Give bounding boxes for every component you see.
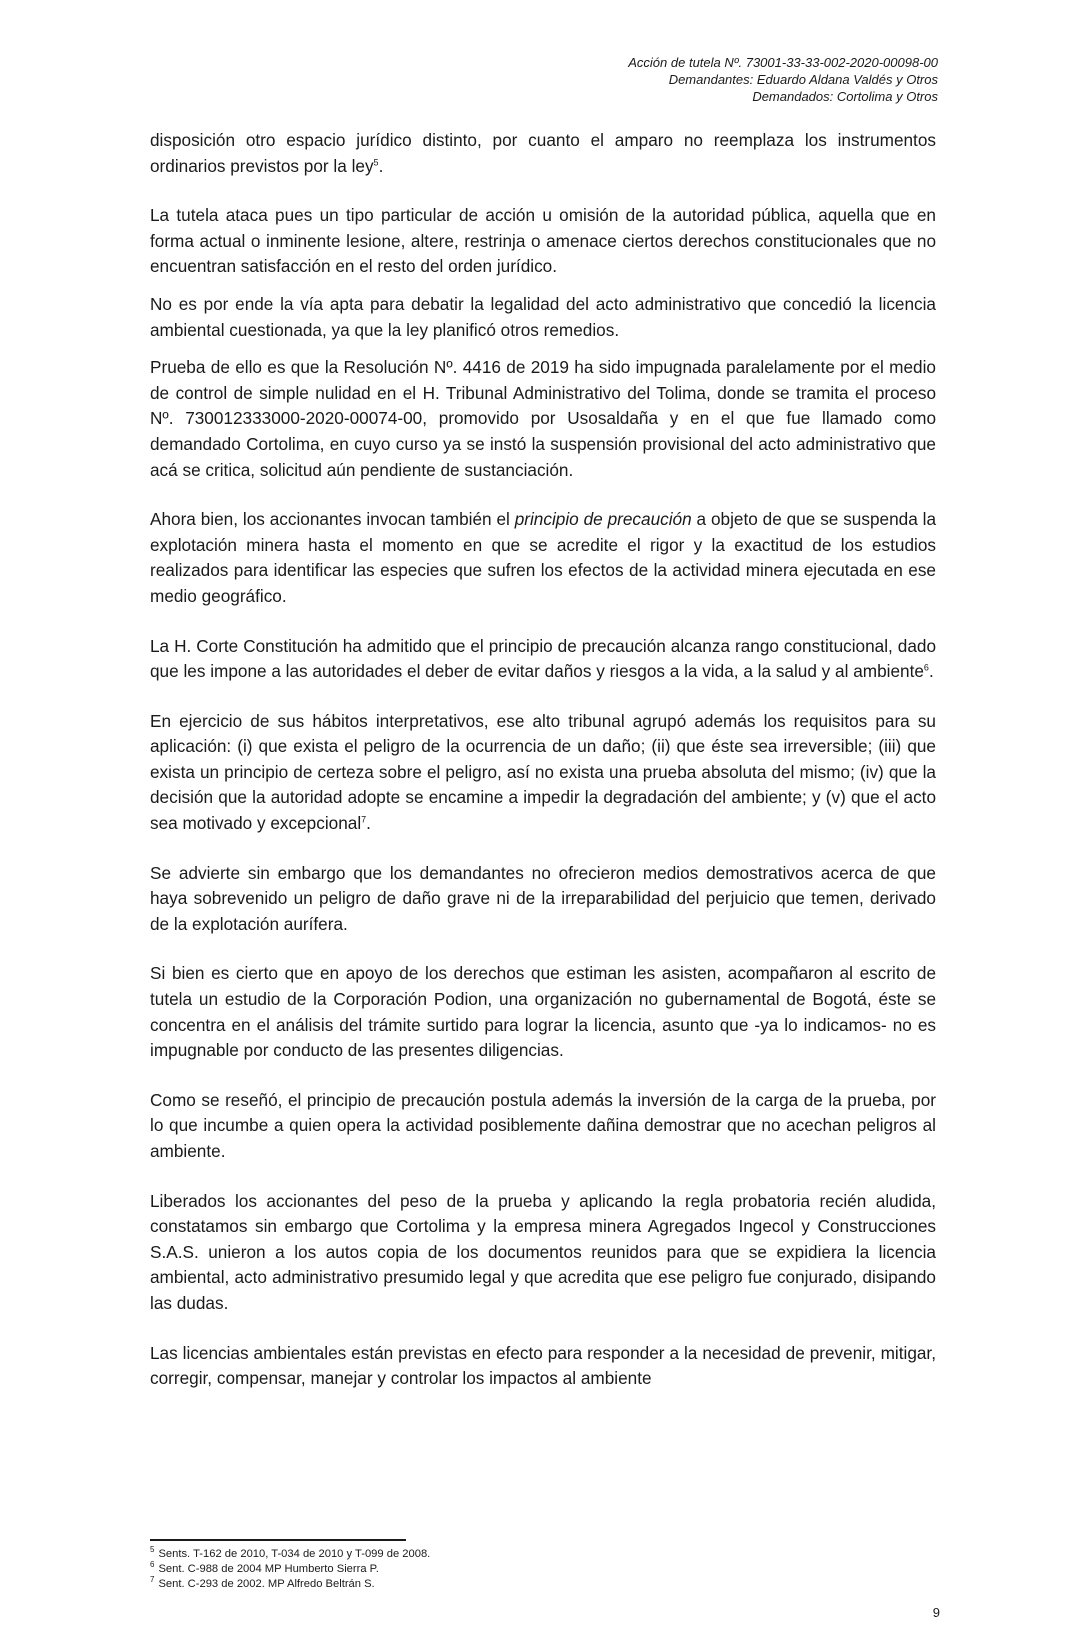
paragraph-5: Ahora bien, los accionantes invocan también el principio de precaución a objeto de que se suspenda la explotación minera hasta el momento en que se acredite el rigor y la exactitud de los estudios realizados para identificar las especies que sufren los efectos de la actividad minera ejecutada en ese medio geográfico. <box>150 509 936 606</box>
running-header <box>628 54 938 105</box>
paragraph-11: Liberados los accionantes del peso de la prueba y aplicando la regla probatoria recién aludida, constatamos sin embargo que Cortolima y la empresa minera Agregados Ingecol y Construcciones S.A.S. unieron a los autos copia de los documentos reunidos para que se expidiera la licencia ambiental, acto administrativo presumido legal y que acredita que ese peligro fue conjurado, disipando las dudas. <box>150 1190 936 1313</box>
footnote-ref-5: 5 <box>373 156 379 167</box>
paragraph-4: Prueba de ello es que la Resolución Nº. 4416 de 2019 ha sido impugnada paralelamente por el medio de control de simple nulidad en el H. Tribunal Administrativo del Tolima, donde se tramita el proceso Nº. 730012333000-2020-00074-00, promovido por Usosaldaña y en el que fue llamado como demandado Cortolima, en cuyo curso ya se instó la suspensión provisional del acto administrativo que acá se critica, solicitud aún pendiente de sustanciación. <box>150 357 936 480</box>
paragraph-10: Como se reseñó, el principio de precaución postula además la inversión de la carga de la prueba, por lo que incumbe a quien opera la actividad posiblemente dañina demostrar que no acechan peligros al ambiente. <box>150 1089 936 1161</box>
footnotes <box>150 1547 430 1592</box>
footnote-ref-7: 7 <box>361 814 367 825</box>
header-case-number: Acción de tutela Nº. 73001-33-33-002-2020-00098-00 <box>628 55 938 70</box>
header-plaintiffs: Demandantes: Eduardo Aldana Valdés y Otros <box>668 72 938 87</box>
paragraph-8: Se advierte sin embargo que los demandantes no ofrecieron medios demostrativos acerca de que haya sobrevenido un peligro de daño grave ni de la irreparabilidad del perjuicio que temen, derivado de la explotación aurífera. <box>150 862 936 934</box>
page-number: 9 <box>932 1605 940 1620</box>
footnote-7: $^7$ Sent. C-293 de 2002. MP Alfredo Beltrán S. <box>150 1575 375 1590</box>
paragraph-12: Las licencias ambientales están previstas en efecto para responder a la necesidad de prevenir, mitigar, corregir, compensar, manejar y controlar los impactos al ambiente <box>150 1342 936 1389</box>
paragraph-2: La tutela ataca pues un tipo particular de acción u omisión de la autoridad pública, aquella que en forma actual o inminente lesione, altere, restrinja o amenace ciertos derechos constitucionales que no encuentran satisfacción en el resto del orden jurídico. <box>150 205 936 277</box>
paragraph-6: La H. Corte Constitución ha admitido que el principio de precaución alcanza rango constitucional, dado que les impone a las autoridades el deber de evitar daños y riesgos a la vida, a la salud y al ambiente$^6$. <box>150 635 936 682</box>
paragraph-1: disposición otro espacio jurídico distinto, por cuanto el amparo no reemplaza los instrumentos ordinarios previstos por la ley$^5$. <box>150 130 936 176</box>
paragraph-9: Si bien es cierto que en apoyo de los derechos que estiman les asisten, acompañaron al escrito de tutela un estudio de la Corporación Podion, una organización no gubernamental de Bogotá, éste se concentra en el análisis del trámite surtido para lograr la licencia, asunto que -ya lo indicamos- no es impugnable por conducto de las presentes diligencias. <box>150 963 936 1061</box>
footnote-ref-6: 6 <box>923 662 929 673</box>
header-defendants: Demandados: Cortolima y Otros <box>752 89 938 104</box>
italic-term: principio de precaución <box>514 509 692 530</box>
document-body <box>150 128 936 1416</box>
paragraph-7: En ejercicio de sus hábitos interpretativos, ese alto tribunal agrupó además los requisitos para su aplicación: (i) que exista el peligro de la ocurrencia de un daño; (ii) que éste sea irreversible; (iii) que exista un principio de certeza sobre el peligro, así no exista una prueba absoluta del mismo; (iv) que la decisión que la autoridad adopte se encamine a impedir la degradación del ambiente; y (v) que el acto sea motivado y excepcional$^7$. <box>150 710 936 834</box>
paragraph-3: No es por ende la vía apta para debatir la legalidad del acto administrativo que concedió la licencia ambiental cuestionada, ya que la ley planificó otros remedios. <box>150 293 936 340</box>
footnote-separator <box>150 1539 406 1541</box>
footnote-6: $^6$ Sent. C-988 de 2004 MP Humberto Sierra P. <box>150 1560 379 1575</box>
footnote-5: $^5$ Sents. T-162 de 2010, T-034 de 2010 y T-099 de 2008. <box>150 1545 431 1560</box>
